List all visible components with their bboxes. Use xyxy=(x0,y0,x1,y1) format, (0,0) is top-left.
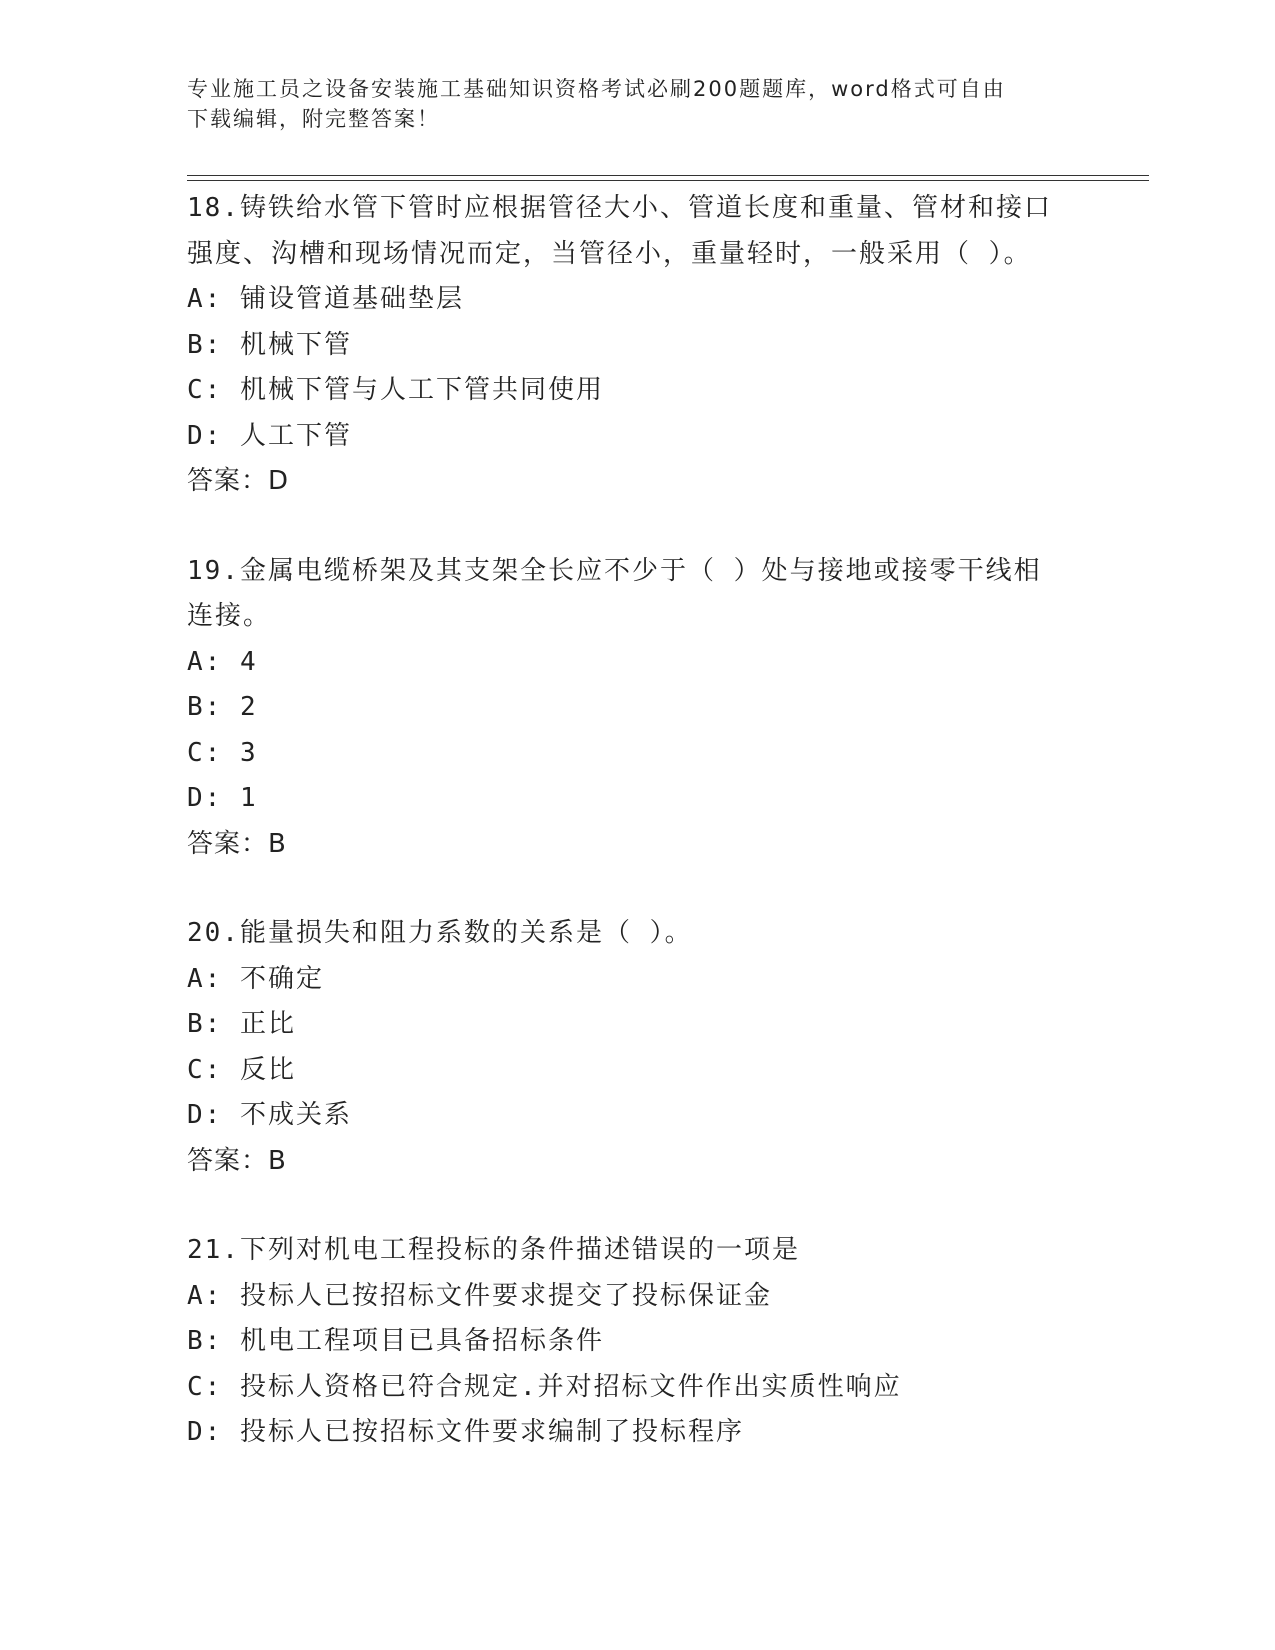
option-d: D: 不成关系 xyxy=(187,1100,352,1130)
answer-text: 答案：B xyxy=(187,828,287,859)
option-a: A: 不确定 xyxy=(187,963,324,994)
option-a: A: 投标人已按招标文件要求提交了投标保证金 xyxy=(187,1280,772,1311)
option-b: B: 正比 xyxy=(187,1009,296,1039)
answer-text: 答案：D xyxy=(187,466,290,496)
question-stem-line: 18.铸铁给水管下管时应根据管径大小、管道长度和重量、管材和接口 xyxy=(187,193,1052,223)
header-line-2: 下载编辑，附完整答案！ xyxy=(187,107,440,131)
header-line-1: 专业施工员之设备安装施工基础知识资格考试必刷200题题库，word格式可自由 xyxy=(187,77,1006,101)
option-c: C: 3 xyxy=(187,737,258,768)
question-list xyxy=(187,186,1087,1500)
question-21 xyxy=(187,1228,1087,1456)
header-rule-top xyxy=(187,175,1149,176)
option-c: C: 投标人资格已符合规定.并对招标文件作出实质性响应 xyxy=(187,1371,902,1402)
header-rule-bottom xyxy=(187,180,1149,181)
question-stem-line: 强度、沟槽和现场情况而定，当管径小，重量轻时，一般采用（ ）。 xyxy=(187,238,1032,269)
question-stem-line: 21.下列对机电工程投标的条件描述错误的一项是 xyxy=(187,1235,800,1265)
option-b: B: 2 xyxy=(187,692,258,722)
option-a: A: 4 xyxy=(187,646,258,677)
option-d: D: 人工下管 xyxy=(187,420,352,451)
answer-text: 答案：B xyxy=(187,1145,287,1176)
question-20 xyxy=(187,911,1087,1184)
question-stem-line: 连接。 xyxy=(187,601,272,631)
option-b: B: 机械下管 xyxy=(187,329,352,360)
option-c: C: 反比 xyxy=(187,1054,296,1085)
question-stem-line: 19.金属电缆桥架及其支架全长应不少于（ ）处与接地或接零干线相 xyxy=(187,555,1042,586)
option-a: A: 铺设管道基础垫层 xyxy=(187,284,464,314)
question-19 xyxy=(187,549,1087,868)
question-stem-line: 20.能量损失和阻力系数的关系是（ ）。 xyxy=(187,918,693,948)
question-18 xyxy=(187,186,1087,505)
document-header xyxy=(187,74,1067,134)
option-d: D: 1 xyxy=(187,783,258,813)
option-c: C: 机械下管与人工下管共同使用 xyxy=(187,375,604,405)
option-b: B: 机电工程项目已具备招标条件 xyxy=(187,1326,604,1356)
option-d: D: 投标人已按招标文件要求编制了投标程序 xyxy=(187,1417,744,1447)
